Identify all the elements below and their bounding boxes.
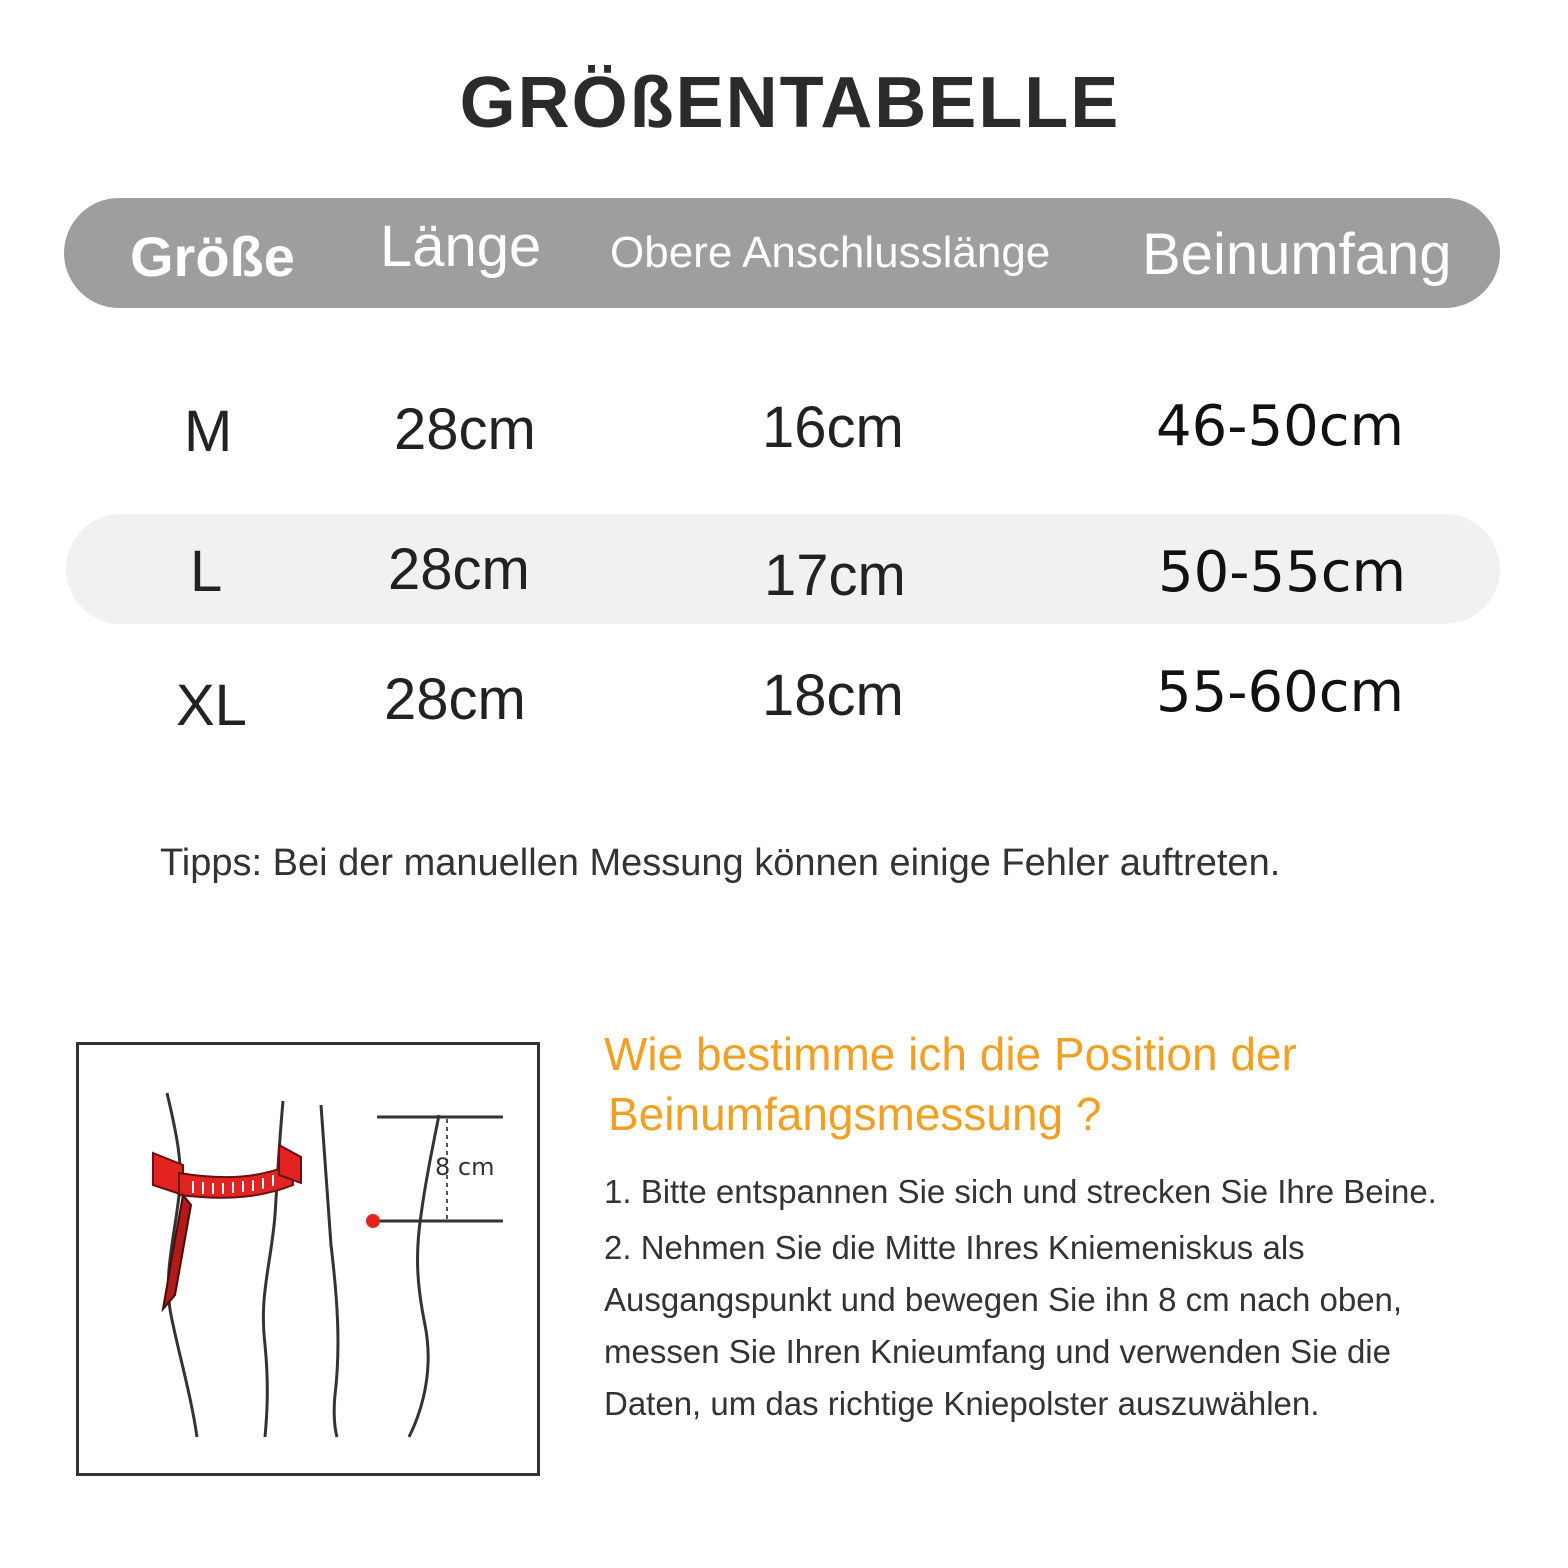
instruction-line: 2. Nehmen Sie die Mitte Ihres Kniemeniskus als	[604, 1229, 1305, 1266]
page-title: GRÖßENTABELLE	[459, 63, 1121, 143]
table-cell-size: XL	[176, 673, 247, 738]
header-leg-circumference: Beinumfang	[1142, 222, 1452, 287]
table-cell-circumference: 46-50cm	[1156, 394, 1405, 459]
instruction-line: Ausgangspunkt und bewegen Sie ihn 8 cm nach oben,	[604, 1281, 1403, 1318]
table-header	[64, 198, 1500, 308]
table-cell-length: 28cm	[384, 667, 526, 732]
legs-diagram	[79, 1045, 537, 1473]
table-cell-size: L	[190, 539, 223, 604]
table-cell-upper-length: 16cm	[762, 395, 904, 460]
table-cell-upper-length: 18cm	[762, 663, 904, 728]
table-cell-circumference: 50-55cm	[1158, 540, 1407, 605]
instruction-line: Daten, um das richtige Kniepolster auszuwählen.	[604, 1385, 1320, 1422]
table-cell-size: M	[184, 399, 233, 464]
measurement-tip: Tipps: Bei der manuellen Messung können einige Fehler auftreten.	[160, 842, 1281, 884]
header-length: Länge	[380, 214, 542, 279]
table-cell-upper-length: 17cm	[764, 543, 906, 608]
header-upper-length: Obere Anschlusslänge	[610, 228, 1051, 277]
table-cell-circumference: 55-60cm	[1156, 660, 1405, 725]
measurement-illustration	[76, 1042, 540, 1476]
table-cell-length: 28cm	[394, 397, 536, 462]
heading-line: Beinumfangsmessung ?	[608, 1088, 1102, 1140]
measurement-instructions	[604, 1166, 1437, 1430]
measure-label: 8 cm	[435, 1153, 495, 1181]
leg-outline	[321, 1105, 338, 1437]
knee-center-marker	[366, 1214, 380, 1228]
instruction-line: messen Sie Ihren Knieumfang und verwenden Sie die	[604, 1333, 1391, 1370]
header-size: Größe	[130, 225, 295, 288]
table-cell-length: 28cm	[388, 537, 530, 602]
instruction-line: 1. Bitte entspannen Sie sich und strecken Sie Ihre Beine.	[604, 1173, 1437, 1210]
heading-line: Wie bestimme ich die Position der	[604, 1028, 1297, 1080]
how-to-measure-heading	[604, 1024, 1297, 1144]
